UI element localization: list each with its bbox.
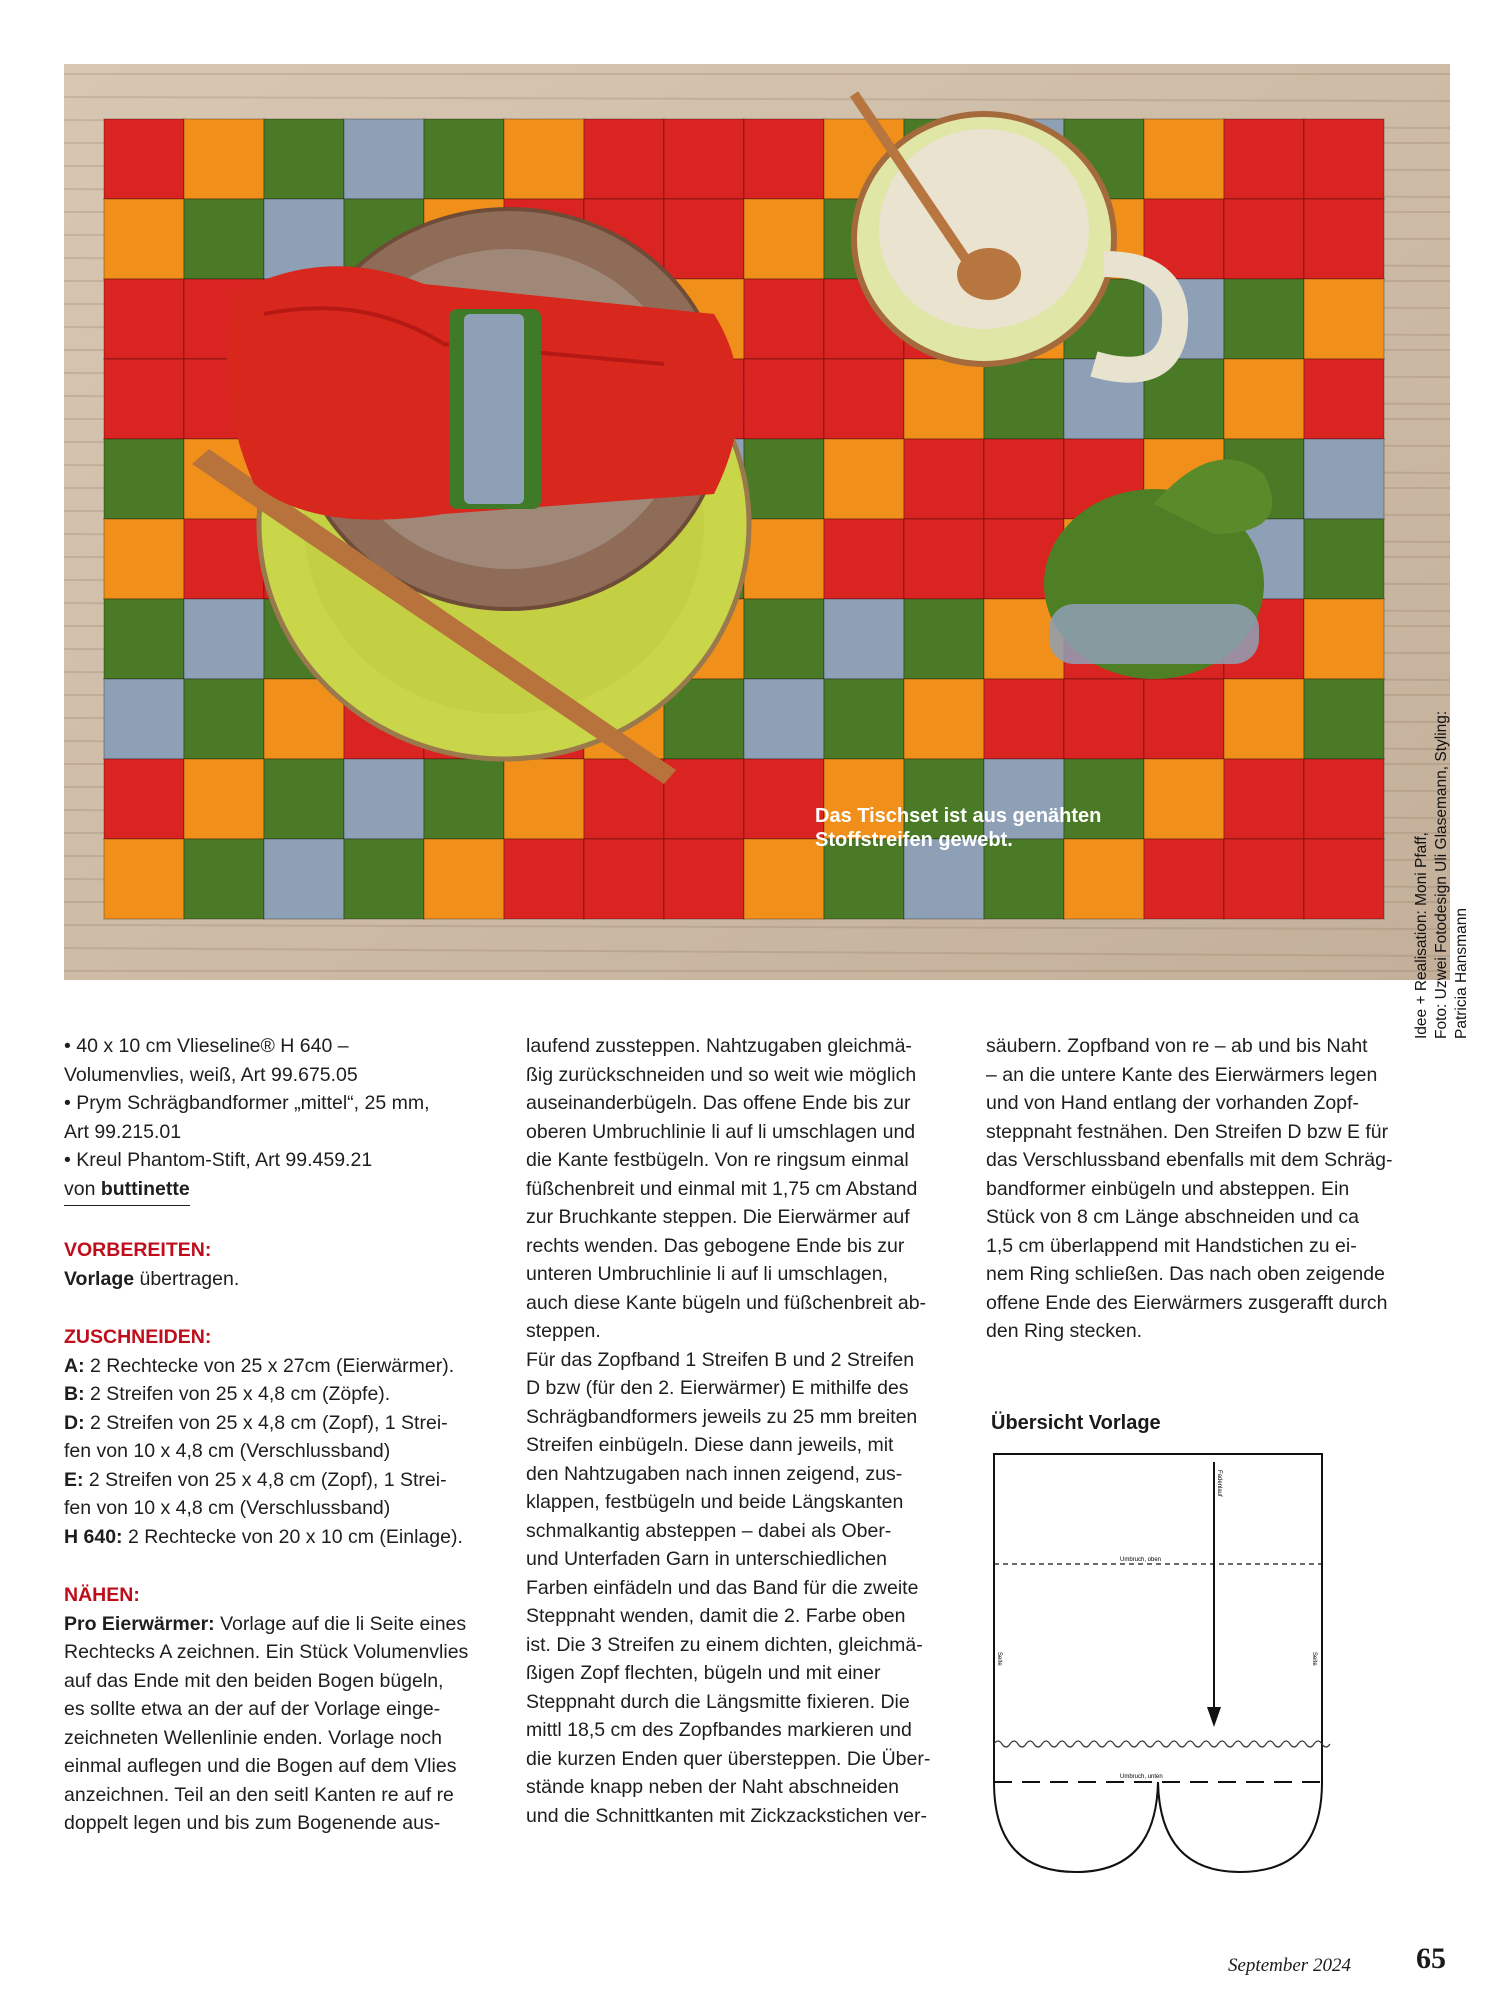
cut-item-e-cont [64, 1494, 494, 1523]
sew-line: auseinanderbügeln. Das offene Ende bis zur [526, 1092, 911, 1114]
placemat-square [104, 359, 184, 439]
placemat-square [744, 599, 824, 679]
section-heading-cut: ZUSCHNEIDEN: [64, 1326, 212, 1348]
placemat-square [744, 199, 824, 279]
sew-line: rechts wenden. Das gebogene Ende bis zur [526, 1234, 905, 1257]
term: D: [64, 1411, 85, 1434]
prepare-text [64, 1265, 494, 1294]
placemat-square [744, 359, 824, 439]
placemat-square [984, 439, 1064, 519]
placemat-square [184, 759, 264, 839]
sew-line: und die Schnittkanten mit Zickzackstichen ver- [526, 1804, 928, 1827]
sew-line: Steppnaht wenden, damit die 2. Farbe oben [526, 1605, 906, 1627]
sew-line: Farben einfädeln und das Band für die zweite [526, 1576, 919, 1599]
placemat-square [1064, 679, 1144, 759]
sew-line: unteren Umbruchlinie li auf li umschlagen, [526, 1263, 889, 1285]
label-fold-top: Umbruch, oben [1120, 1557, 1162, 1563]
placemat-square [664, 759, 744, 839]
placemat-square [664, 119, 744, 199]
credit-line: Foto: Uzwei Fotodesign Uli Glasemann, Styling: Patricia Hansmann [1433, 710, 1470, 1039]
sew-line: klappen, festbügeln und beide Längskanten [526, 1491, 904, 1513]
sew-line: und von Hand entlang der vorhanden Zopf- [986, 1092, 1359, 1114]
sew-line: auf das Ende mit den beiden Bogen bügeln, [64, 1669, 444, 1692]
term: E: [64, 1468, 84, 1491]
cut-item-d [64, 1409, 494, 1438]
placemat-square [824, 439, 904, 519]
materials-item [64, 1089, 494, 1118]
placemat-square [104, 519, 184, 599]
placemat-square [104, 839, 184, 919]
placemat-square [744, 679, 824, 759]
sew-line: einmal auflegen und die Bogen auf dem Vlies [64, 1755, 457, 1777]
sew-line: und Unterfaden Garn in unterschiedlichen [526, 1548, 887, 1570]
placemat-square [104, 599, 184, 679]
photo-caption [815, 804, 1101, 852]
term: A: [64, 1354, 85, 1377]
placemat-square [1304, 119, 1384, 199]
placemat-square [184, 679, 264, 759]
sew-line [64, 1610, 494, 1639]
placemat-square [1144, 679, 1224, 759]
placemat-square [104, 439, 184, 519]
placemat-square [584, 119, 664, 199]
materials-item [64, 1118, 494, 1147]
cut-item-e [64, 1466, 494, 1495]
placemat-square [504, 119, 584, 199]
placemat-square [104, 199, 184, 279]
placemat-square [184, 119, 264, 199]
placemat-square [984, 359, 1064, 439]
placemat-square [1144, 119, 1224, 199]
sew-line: Streifen einbügeln. Diese dann jeweils, mit [526, 1434, 894, 1456]
sew-line: steppnaht festnähen. Den Streifen D bzw E für [986, 1120, 1389, 1143]
grain-arrow-head [1207, 1707, 1221, 1727]
text-column-1 [64, 1032, 494, 1838]
placemat-square [1304, 199, 1384, 279]
placemat-square [104, 119, 184, 199]
sew-line: den Ring stecken. [986, 1320, 1143, 1342]
caption-line: Stoffstreifen gewebt. [815, 829, 1013, 851]
text-line: • Prym Schrägbandformer „mittel“, 25 mm, [64, 1092, 430, 1114]
placemat-square [184, 599, 264, 679]
text-line: fen von 10 x 4,8 cm (Verschlussband) [64, 1440, 391, 1462]
placemat-square [264, 839, 344, 919]
sew-line: auch diese Kante bügeln und füßchenbreit ab- [526, 1291, 927, 1314]
sew-line: anzeichnen. Teil an den seitl Kanten re auf re [64, 1783, 454, 1806]
placemat-square [344, 839, 424, 919]
placemat-square [744, 439, 824, 519]
placemat-square [1224, 199, 1304, 279]
placemat-square [664, 839, 744, 919]
placemat-square [1224, 679, 1304, 759]
materials-item [64, 1061, 494, 1090]
placemat-square [744, 519, 824, 599]
placemat-square [1224, 279, 1304, 359]
placemat-square [1304, 279, 1384, 359]
placemat-square [1224, 119, 1304, 199]
materials-item [64, 1032, 494, 1061]
placemat-square [504, 759, 584, 839]
sew-line: Rechtecks A zeichnen. Ein Stück Volumenvlies [64, 1641, 469, 1663]
placemat-square [504, 839, 584, 919]
sew-line: das Verschlussband ebenfalls mit dem Schräg- [986, 1149, 1393, 1171]
sew-line: steppen. [526, 1320, 601, 1342]
sew-line: laufend zussteppen. Nahtzugaben gleichmä- [526, 1035, 912, 1057]
placemat-square [824, 519, 904, 599]
placemat-square [1304, 519, 1384, 599]
text-line: Vorlage auf die li Seite eines [214, 1612, 467, 1635]
placemat-square [824, 359, 904, 439]
placemat-square [744, 279, 824, 359]
text-line: fen von 10 x 4,8 cm (Verschlussband) [64, 1497, 391, 1519]
text-line: 2 Streifen von 25 x 4,8 cm (Zopf), 1 Strei- [83, 1468, 447, 1491]
sew-line: ßig zurückschneiden und so weit wie möglich [526, 1063, 917, 1086]
sew-line: die Kante festbügeln. Von re ringsum einmal [526, 1149, 909, 1171]
sew-line: die kurzen Enden quer übersteppen. Die Über- [526, 1747, 931, 1770]
label-grain: Fadenlauf [1216, 1470, 1222, 1497]
placemat-square [824, 599, 904, 679]
placemat-square [1144, 839, 1224, 919]
placemat-square [904, 439, 984, 519]
sew-line: ßigen Zopf flechten, bügeln und mit einer [526, 1662, 881, 1684]
sew-line: Für das Zopfband 1 Streifen B und 2 Streifen [526, 1348, 915, 1371]
text-line: • Kreul Phantom-Stift, Art 99.459.21 [64, 1149, 373, 1171]
term: Vorlage [64, 1267, 135, 1290]
cut-item-d-cont [64, 1437, 494, 1466]
placemat-square [904, 519, 984, 599]
cut-item-b [64, 1380, 494, 1409]
text-line: 2 Rechtecke von 20 x 10 cm (Einlage). [122, 1525, 463, 1548]
caption-line: Das Tischset ist aus genähten [815, 805, 1102, 827]
sew-line: oberen Umbruchlinie li auf li umschlagen und [526, 1120, 916, 1143]
placemat-square [744, 759, 824, 839]
placemat-square [344, 119, 424, 199]
placemat-square [264, 759, 344, 839]
sew-line: doppelt legen und bis zum Bogenende aus- [64, 1812, 441, 1834]
pattern-outline [994, 1454, 1322, 1872]
sew-line: offene Ende des Eierwärmers zusgerafft durch [986, 1291, 1388, 1314]
term: Pro Eierwärmer: [64, 1612, 215, 1635]
text-line: 2 Rechtecke von 25 x 27cm (Eierwärmer). [84, 1354, 455, 1377]
placemat-square [1304, 439, 1384, 519]
sew-line: nem Ring schließen. Das nach oben zeigende [986, 1263, 1385, 1285]
term: H 640: [64, 1525, 123, 1548]
sew-line: D bzw (für den 2. Eierwärmer) E mithilfe des [526, 1377, 909, 1399]
sew-line: mittl 18,5 cm des Zopfbandes markieren und [526, 1719, 912, 1741]
photo-credit [1412, 699, 1472, 1039]
placemat-square [984, 679, 1064, 759]
cut-item-h640 [64, 1523, 494, 1552]
sew-line: den Nahtzugaben nach innen zeigend, zus- [526, 1462, 903, 1485]
label-side-right: Seite [1311, 1652, 1317, 1666]
text-column-3 [986, 1032, 1426, 1346]
sew-line: bandformer einbügeln und absteppen. Ein [986, 1177, 1350, 1200]
placemat-square [1144, 759, 1224, 839]
materials-source [64, 1175, 494, 1207]
pattern-diagram [992, 1452, 1324, 1882]
sew-line: es sollte etwa an der auf der Vorlage einge- [64, 1698, 441, 1720]
sew-line: schmalkantig absteppen – dabei als Ober- [526, 1519, 892, 1542]
placemat-square [1304, 839, 1384, 919]
placemat-square [184, 519, 264, 599]
hero-photo [64, 64, 1470, 1039]
text-line: 2 Streifen von 25 x 4,8 cm (Zopf), 1 Strei- [84, 1411, 448, 1434]
sew-line: 1,5 cm überlappend mit Handstichen zu ei- [986, 1234, 1357, 1257]
placemat-square [424, 839, 504, 919]
placemat-square [104, 279, 184, 359]
credit-line: Idee + Realisation: Moni Pfaff, [1413, 832, 1430, 1039]
placemat-square [1224, 359, 1304, 439]
placemat-square [1224, 839, 1304, 919]
source-line [64, 1175, 190, 1207]
materials-item [64, 1146, 494, 1175]
placemat-square [1304, 679, 1384, 759]
sew-line: Stück von 8 cm Länge abschneiden und ca [986, 1206, 1359, 1228]
label-fold-bottom: Umbruch, unten [1120, 1774, 1163, 1780]
sew-line: füßchenbreit und einmal mit 1,75 cm Abstand [526, 1177, 918, 1200]
placemat-square [104, 759, 184, 839]
text-line: übertragen. [134, 1267, 240, 1290]
placemat-square [824, 679, 904, 759]
cut-item-a [64, 1352, 494, 1381]
placemat-square [904, 359, 984, 439]
placemat-square [184, 199, 264, 279]
placemat-square [584, 839, 664, 919]
section-heading-prepare: VORBEREITEN: [64, 1239, 212, 1261]
sew-line: ist. Die 3 Streifen zu einem dichten, gleichmä- [526, 1633, 923, 1656]
placemat-square [344, 759, 424, 839]
placemat-square [744, 839, 824, 919]
text-line: Volumenvlies, weiß, Art 99.675.05 [64, 1063, 358, 1086]
sew-line: zeichneten Wellenlinie enden. Vorlage noch [64, 1726, 442, 1749]
label-side-left: Seite [996, 1652, 1002, 1666]
placemat-square [1304, 359, 1384, 439]
placemat-square [744, 119, 824, 199]
placemat-square [1304, 599, 1384, 679]
source-prefix: von [64, 1177, 101, 1200]
sew-text-col1 [64, 1610, 494, 1838]
text-line: Art 99.215.01 [64, 1120, 182, 1143]
placemat-square [1224, 759, 1304, 839]
placemat-square [264, 119, 344, 199]
sew-line: stände knapp neben der Naht abschneiden [526, 1776, 899, 1798]
term: B: [64, 1383, 85, 1405]
placemat-square [424, 119, 504, 199]
placemat-square [184, 839, 264, 919]
source-brand: buttinette [100, 1177, 190, 1200]
placemat-square [104, 679, 184, 759]
section-heading-sew: NÄHEN: [64, 1584, 140, 1606]
placemat-square [664, 199, 744, 279]
placemat-photo-illustration [64, 64, 1450, 980]
sew-line: Schrägbandformers jeweils zu 25 mm breiten [526, 1405, 918, 1428]
placemat-square [904, 599, 984, 679]
text-line: • 40 x 10 cm Vlieseline® H 640 – [64, 1035, 349, 1057]
sew-line: säubern. Zopfband von re – ab und bis Naht [986, 1035, 1368, 1057]
wavy-line [994, 1741, 1330, 1747]
footer-issue-date: September 2024 [1228, 1955, 1351, 1976]
page-number: 65 [1416, 1942, 1446, 1975]
placemat-square [1304, 759, 1384, 839]
sew-line: zur Bruchkante steppen. Die Eierwärmer auf [526, 1206, 910, 1228]
placemat-square [904, 679, 984, 759]
text-column-2 [526, 1032, 962, 1830]
sew-line: Steppnaht durch die Längsmitte fixieren. Die [526, 1690, 910, 1713]
sew-line: – an die untere Kante des Eierwärmers legen [986, 1063, 1378, 1086]
diagram-title: Übersicht Vorlage [991, 1412, 1161, 1434]
placemat-square [424, 759, 504, 839]
text-line: 2 Streifen von 25 x 4,8 cm (Zöpfe). [84, 1383, 391, 1405]
